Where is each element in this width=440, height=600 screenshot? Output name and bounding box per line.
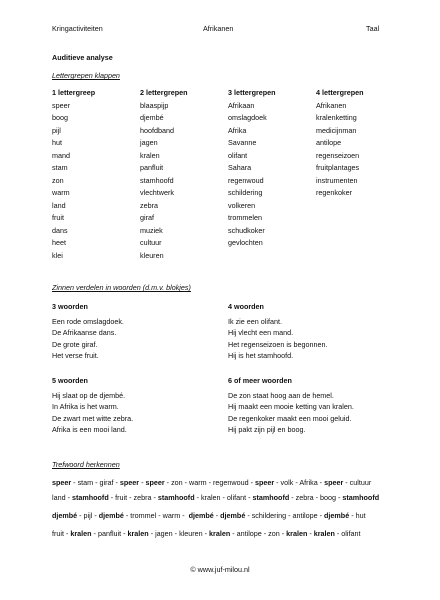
list-item: De zon staat hoog aan de hemel. — [228, 390, 334, 400]
list-item: jagen — [140, 138, 158, 147]
word-sequence: - jagen - kleuren - — [148, 529, 210, 538]
sentence-group-5-woorden — [52, 375, 133, 436]
list-item: mand — [52, 150, 70, 160]
list-item: Hij vlecht een mand. — [228, 328, 294, 337]
list-item: medicijnman — [316, 125, 357, 135]
word-sequence: - fruit - zebra - — [108, 493, 158, 502]
list-item: Sahara — [228, 163, 252, 172]
word-sequence: - zon - warm - regenwoud - — [164, 478, 255, 487]
header-left: Kringactiviteiten — [52, 24, 103, 33]
list-item: stam — [52, 163, 68, 172]
keyword: kralen — [70, 529, 92, 538]
section-heading-trefwoord: Trefwoord herkennen — [52, 460, 120, 469]
word-sequence: - hut — [349, 511, 366, 520]
word-sequence: - kralen - olifant - — [194, 493, 253, 502]
column-header: 4 lettergrepen — [316, 88, 364, 97]
keyword: djembé — [324, 511, 350, 520]
word-sequence: - — [139, 478, 146, 487]
list-item: Afrika — [228, 125, 247, 135]
list-item: omslagdoek — [228, 113, 267, 122]
keyword: speer — [52, 478, 72, 487]
list-item: Ik zie een olifant. — [228, 316, 282, 326]
word-sequence: land - — [52, 493, 72, 502]
list-item: klei — [52, 250, 63, 260]
list-item: pijl — [52, 125, 61, 135]
list-item: fruit — [52, 213, 64, 222]
word-sequence: fruit - — [52, 529, 71, 538]
keyword: stamhoofd — [252, 493, 290, 502]
list-item: instrumenten — [316, 175, 358, 185]
keyword: kralen — [286, 529, 308, 538]
list-item: dans — [52, 225, 68, 235]
column-header: 1 lettergreep — [52, 88, 96, 97]
sentence-group-4-woorden — [228, 301, 328, 362]
keyword: stamhoofd — [157, 493, 195, 502]
word-sequence: - olifant — [334, 529, 361, 538]
list-item: regenseizoen — [316, 150, 360, 160]
list-item: Hij maakt een mooie ketting van kralen. — [228, 402, 354, 411]
page-title: Auditieve analyse — [52, 53, 113, 62]
word-sequence: - cultuur — [343, 478, 372, 487]
word-sequence: - schildering - antilope - — [245, 511, 325, 520]
keyword: speer — [324, 478, 344, 487]
list-item: kleuren — [140, 250, 164, 260]
list-item: De grote giraf. — [52, 339, 98, 349]
keyword: kralen — [313, 529, 335, 538]
list-item: gevlochten — [228, 238, 263, 247]
group-header: 6 of meer woorden — [228, 376, 292, 385]
section-heading-zinnen: Zinnen verdelen in woorden (d.m.v. blokjes) — [52, 283, 191, 292]
list-item: regenkoker — [316, 188, 352, 197]
list-item: warm — [52, 188, 70, 197]
keyword: djembé — [52, 511, 78, 520]
list-item: heet — [52, 238, 66, 247]
word-sequence: - — [307, 529, 314, 538]
word-sequence: - volk - Afrika - — [274, 478, 325, 487]
list-item: muziek — [140, 225, 163, 235]
list-item: Afrikaan — [228, 100, 255, 110]
list-item: Hij is het stamhoofd. — [228, 351, 294, 360]
list-item: boog — [52, 113, 68, 122]
list-item: zebra — [140, 200, 158, 210]
list-item: Hij slaat op de djembé. — [52, 390, 126, 400]
word-sequence: - panfluit - — [91, 529, 128, 538]
column-1-lettergreep — [52, 87, 95, 262]
keyword: djembé — [220, 511, 246, 520]
word-sequence: - stam - giraf - — [71, 478, 120, 487]
trefwoord-line-1 — [52, 477, 371, 489]
list-item: kralenketting — [316, 113, 357, 122]
footer-copyright: © www.juf-milou.nl — [190, 565, 250, 574]
list-item: blaaspijp — [140, 100, 169, 110]
list-item: De zwart met witte zebra. — [52, 413, 134, 423]
list-item: hut — [52, 138, 62, 147]
list-item: cultuur — [140, 238, 162, 247]
list-item: djembé — [140, 113, 164, 122]
word-sequence: - antilope - zon - — [230, 529, 287, 538]
column-header: 2 lettergrepen — [140, 88, 188, 97]
word-sequence: - trommel - warm - — [123, 511, 189, 520]
group-header: 3 woorden — [52, 302, 88, 311]
sentence-group-3-woorden — [52, 301, 124, 362]
list-item: antilope — [316, 138, 342, 147]
trefwoord-line-2 — [52, 492, 379, 504]
list-item: zon — [52, 175, 64, 185]
trefwoord-line-4 — [52, 528, 361, 540]
column-header: 3 lettergrepen — [228, 88, 276, 97]
list-item: speer — [52, 100, 70, 110]
list-item: kralen — [140, 150, 160, 160]
list-item: regenwoud — [228, 175, 264, 185]
section-heading-lettergrepen: Lettergrepen klappen — [52, 71, 120, 80]
list-item: fruitplantages — [316, 163, 360, 172]
column-4-lettergrepen — [316, 87, 364, 200]
word-sequence: - zebra - boog - — [289, 493, 343, 502]
page-header — [0, 24, 440, 34]
keyword: kralen — [209, 529, 231, 538]
column-3-lettergrepen — [228, 87, 276, 250]
list-item: Het verse fruit. — [52, 351, 99, 360]
list-item: trommelen — [228, 213, 262, 222]
word-sequence: - pijl - — [77, 511, 99, 520]
keyword: kralen — [127, 529, 149, 538]
keyword: djembé — [188, 511, 214, 520]
keyword: djembé — [98, 511, 124, 520]
list-item: volkeren — [228, 200, 256, 210]
list-item: In Afrika is het warm. — [52, 402, 119, 411]
list-item: giraf — [140, 213, 154, 222]
list-item: schudkoker — [228, 225, 265, 235]
sentence-group-6-of-meer-woorden — [228, 375, 354, 436]
list-item: De Afrikaanse dans. — [52, 328, 117, 337]
group-header: 4 woorden — [228, 302, 264, 311]
list-item: Het regenseizoen is begonnen. — [228, 339, 328, 349]
list-item: Afrikanen — [316, 100, 347, 110]
header-center: Afrikanen — [203, 24, 234, 33]
trefwoord-line-3 — [52, 510, 366, 522]
word-sequence: - — [213, 511, 221, 520]
keyword: speer — [254, 478, 275, 487]
list-item: vlechtwerk — [140, 188, 174, 197]
keyword: stamhoofd — [71, 493, 109, 502]
list-item: hoofdband — [140, 125, 174, 135]
keyword: speer — [145, 478, 165, 487]
list-item: Hij pakt zijn pijl en boog. — [228, 425, 306, 434]
list-item: land — [52, 200, 66, 210]
header-right: Taal — [366, 24, 380, 33]
keyword: stamhoofd — [342, 493, 380, 502]
keyword: speer — [119, 478, 140, 487]
list-item: olifant — [228, 150, 248, 160]
list-item: stamhoofd — [140, 175, 174, 185]
group-header: 5 woorden — [52, 376, 88, 385]
list-item: panfluit — [140, 163, 164, 172]
list-item: schildering — [228, 188, 263, 197]
column-2-lettergrepen — [140, 87, 188, 262]
list-item: Een rode omslagdoek. — [52, 316, 124, 326]
list-item: De regenkoker maakt een mooi geluid. — [228, 413, 352, 423]
list-item: Savanne — [228, 138, 257, 147]
list-item: Afrika is een mooi land. — [52, 425, 127, 434]
